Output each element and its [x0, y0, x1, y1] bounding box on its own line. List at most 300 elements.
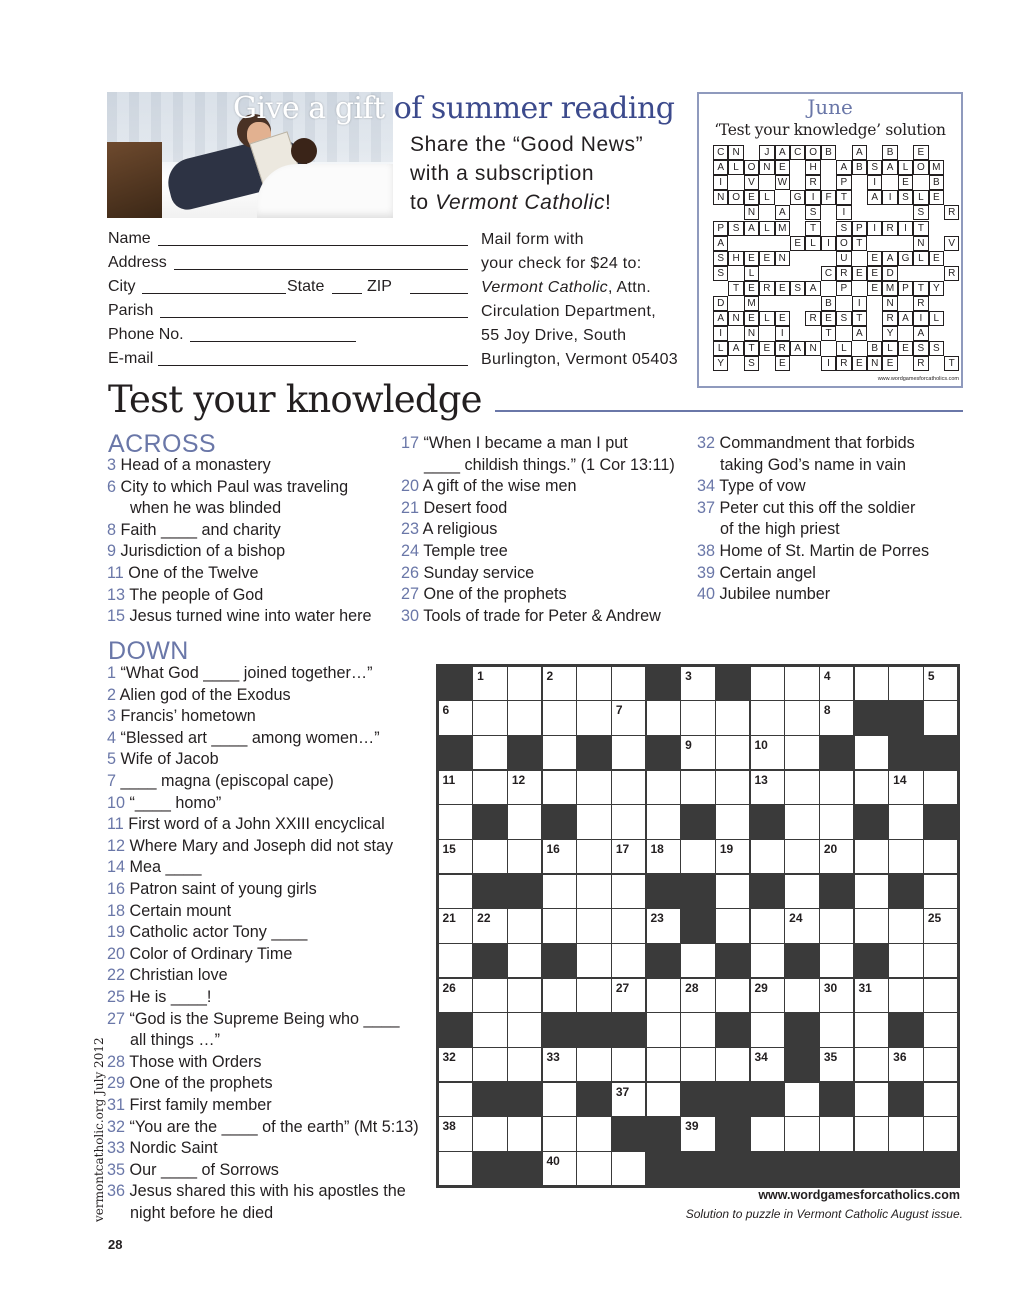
grid-cell[interactable] — [543, 909, 576, 942]
clue-item: 2 Alien god of the Exodus — [107, 685, 291, 704]
solution-cell — [836, 296, 851, 311]
grid-cell[interactable] — [785, 875, 818, 908]
solution-cell — [728, 175, 743, 190]
grid-cell[interactable] — [889, 944, 922, 977]
grid-cell[interactable] — [647, 771, 680, 804]
clue-item: 33 Nordic Saint — [107, 1139, 218, 1158]
solution-cell — [898, 296, 913, 311]
grid-cell[interactable] — [612, 944, 645, 977]
grid-cell[interactable] — [439, 875, 472, 908]
grid-cell[interactable] — [543, 701, 576, 734]
grid-cell[interactable] — [751, 840, 784, 873]
grid-cell[interactable] — [508, 840, 541, 873]
phone-label: Phone No. — [108, 326, 184, 343]
state-field[interactable] — [332, 293, 362, 294]
grid-cell[interactable] — [751, 1117, 784, 1150]
grid-cell[interactable] — [543, 667, 576, 700]
solution-cell: Y — [882, 326, 897, 341]
grid-cell[interactable] — [577, 979, 610, 1012]
grid-cell[interactable] — [681, 667, 714, 700]
address-field[interactable] — [174, 269, 468, 270]
grid-cell[interactable] — [716, 1048, 749, 1081]
solution-cell: G — [790, 190, 805, 205]
grid-cell[interactable] — [439, 805, 472, 838]
grid-cell[interactable] — [716, 771, 749, 804]
solution-cell: R — [882, 221, 897, 236]
solution-cell: N — [713, 190, 728, 205]
grid-cell[interactable] — [612, 840, 645, 873]
grid-cell[interactable] — [751, 944, 784, 977]
grid-cell[interactable] — [716, 909, 749, 942]
grid-cell[interactable] — [889, 979, 922, 1012]
grid-cell[interactable] — [612, 1048, 645, 1081]
grid-cell[interactable] — [855, 979, 888, 1012]
grid-cell[interactable] — [647, 840, 680, 873]
grid-cell[interactable] — [889, 1117, 922, 1150]
solution-cell: R — [805, 175, 820, 190]
grid-cell[interactable] — [855, 1083, 888, 1116]
solution-cell: I — [713, 326, 728, 341]
grid-cell[interactable] — [543, 1083, 576, 1116]
grid-cell[interactable] — [439, 771, 472, 804]
solution-cell: B — [867, 341, 882, 356]
clue-number: 13 — [754, 772, 768, 787]
grid-cell[interactable] — [577, 875, 610, 908]
clue-number: 24 — [789, 911, 803, 926]
grid-cell[interactable] — [716, 875, 749, 908]
grid-cell[interactable] — [820, 701, 853, 734]
mail-line: Burlington, Vermont 05403 — [481, 351, 678, 368]
grid-cell[interactable] — [820, 979, 853, 1012]
grid-cell[interactable] — [820, 1048, 853, 1081]
grid-cell[interactable] — [751, 736, 784, 769]
grid-cell[interactable] — [889, 771, 922, 804]
solution-cell: R — [836, 356, 851, 371]
grid-cell[interactable] — [508, 805, 541, 838]
grid-cell[interactable] — [543, 840, 576, 873]
grid-cell[interactable] — [543, 1048, 576, 1081]
solution-cell: S — [744, 356, 759, 371]
clue-item: 15 Jesus turned wine into water here — [107, 607, 372, 626]
solution-cell: R — [775, 341, 790, 356]
clue-item: 3 Head of a monastery — [107, 456, 271, 474]
grid-cell[interactable] — [820, 909, 853, 942]
form-city-row[interactable] — [108, 276, 470, 298]
solution-cell: A — [775, 145, 790, 160]
grid-cell[interactable] — [508, 1048, 541, 1081]
email-label: E-mail — [108, 350, 154, 367]
grid-cell[interactable] — [681, 736, 714, 769]
form-email-row[interactable] — [108, 348, 470, 370]
solution-cell: A — [913, 326, 928, 341]
solution-cell — [790, 221, 805, 236]
solution-cell: E — [759, 251, 774, 266]
form-parish-row[interactable] — [108, 300, 470, 322]
grid-cell[interactable] — [820, 1117, 853, 1150]
clue-number: 22 — [477, 911, 491, 926]
grid-cell[interactable] — [473, 909, 506, 942]
promo-body — [410, 130, 696, 217]
clue-number: 16 — [546, 841, 560, 856]
solution-cell — [821, 341, 836, 356]
solution-cell: R — [836, 266, 851, 281]
clue-item: 32 “You are the ____ of the earth” (Mt 5:13) — [107, 1117, 419, 1136]
grid-cell[interactable] — [924, 875, 957, 908]
grid-cell[interactable] — [785, 701, 818, 734]
grid-cell[interactable] — [543, 979, 576, 1012]
grid-cell[interactable] — [508, 667, 541, 700]
grid-cell[interactable] — [508, 701, 541, 734]
grid-cell[interactable] — [924, 1117, 957, 1150]
solution-cell — [790, 160, 805, 175]
form-address-row[interactable] — [108, 252, 470, 274]
grid-cell[interactable] — [820, 1013, 853, 1046]
clue-number: 38 — [442, 1119, 456, 1134]
grid-cell[interactable] — [612, 667, 645, 700]
solution-cell: C — [713, 145, 728, 160]
clue-number: 33 — [546, 1049, 560, 1064]
solution-cell — [821, 251, 836, 266]
grid-cell[interactable] — [681, 1048, 714, 1081]
solution-cell: T — [944, 356, 959, 371]
solution-cell: E — [929, 190, 944, 205]
solution-cell: J — [759, 145, 774, 160]
grid-cell[interactable] — [855, 875, 888, 908]
clue-item: 20 A gift of the wise men — [401, 477, 577, 496]
grid-cell[interactable] — [751, 771, 784, 804]
grid-cell[interactable] — [820, 805, 853, 838]
solution-cell — [867, 205, 882, 220]
grid-cell[interactable] — [508, 909, 541, 942]
clue-number: 15 — [442, 841, 456, 856]
solution-cell — [929, 236, 944, 251]
solution-cell: E — [744, 311, 759, 326]
solution-cell: O — [744, 160, 759, 175]
clue-number: 31 — [858, 980, 872, 995]
grid-cell[interactable] — [612, 1083, 645, 1116]
grid-cell[interactable] — [855, 840, 888, 873]
grid-cell[interactable] — [889, 805, 922, 838]
solution-cell: O — [805, 145, 820, 160]
grid-cell[interactable] — [647, 1083, 680, 1116]
clue-item: 12 Where Mary and Joseph did not stay — [107, 836, 394, 855]
grid-cell[interactable] — [785, 736, 818, 769]
grid-cell[interactable] — [785, 840, 818, 873]
grid-cell[interactable] — [785, 979, 818, 1012]
solution-cell: S — [913, 341, 928, 356]
clue-number: 3 — [685, 668, 692, 683]
solution-cell — [898, 266, 913, 281]
grid-cell[interactable] — [785, 909, 818, 942]
solution-cell — [929, 356, 944, 371]
solution-cell: A — [882, 160, 897, 175]
grid-cell[interactable] — [473, 1048, 506, 1081]
clue-item: 22 Christian love — [107, 966, 228, 985]
grid-cell[interactable] — [924, 909, 957, 942]
solution-month: June — [807, 95, 853, 119]
solution-cell — [913, 175, 928, 190]
solution-cell: S — [713, 251, 728, 266]
grid-cell[interactable] — [612, 909, 645, 942]
grid-cell[interactable] — [612, 736, 645, 769]
solution-cell: L — [882, 341, 897, 356]
solution-cell: N — [913, 236, 928, 251]
grid-cell[interactable] — [543, 1117, 576, 1150]
grid-cell[interactable] — [681, 944, 714, 977]
grid-cell[interactable] — [647, 1048, 680, 1081]
grid-cell[interactable] — [612, 1152, 645, 1185]
solution-cell: L — [713, 341, 728, 356]
solution-cell — [821, 175, 836, 190]
grid-cell[interactable] — [924, 701, 957, 734]
grid-cell[interactable] — [785, 1117, 818, 1150]
grid-cell[interactable] — [543, 736, 576, 769]
grid-cell[interactable] — [855, 1013, 888, 1046]
grid-cell[interactable] — [855, 1048, 888, 1081]
solution-cell: L — [759, 221, 774, 236]
clue-item: 10 “____ homo” — [107, 793, 222, 812]
grid-cell[interactable] — [577, 1152, 610, 1185]
grid-cell[interactable] — [439, 840, 472, 873]
solution-cell — [867, 326, 882, 341]
grid-cell[interactable] — [751, 979, 784, 1012]
grid-cell[interactable] — [924, 944, 957, 977]
grid-cell[interactable] — [820, 667, 853, 700]
name-label: Name — [108, 230, 151, 247]
grid-cell[interactable] — [473, 1117, 506, 1150]
clue-item: 35 Our ____ of Sorrows — [107, 1160, 279, 1179]
clue-number: 8 — [823, 703, 831, 718]
grid-cell[interactable] — [577, 944, 610, 977]
grid-cell[interactable] — [751, 1013, 784, 1046]
grid-cell[interactable] — [577, 1048, 610, 1081]
grid-cell[interactable] — [473, 840, 506, 873]
grid-cell[interactable] — [439, 909, 472, 942]
grid-cell[interactable] — [439, 1083, 472, 1116]
solution-cell — [913, 266, 928, 281]
grid-cell[interactable] — [820, 771, 853, 804]
grid-cell[interactable] — [647, 909, 680, 942]
clue-item: 21 Desert food — [401, 498, 508, 517]
grid-cell[interactable] — [855, 667, 888, 700]
solution-cell — [852, 251, 867, 266]
solution-cell — [790, 205, 805, 220]
grid-cell[interactable] — [716, 979, 749, 1012]
solution-cell — [852, 281, 867, 296]
grid-cell[interactable] — [889, 1048, 922, 1081]
grid-cell[interactable] — [612, 875, 645, 908]
grid-cell[interactable] — [855, 771, 888, 804]
solution-cell: S — [790, 281, 805, 296]
grid-cell[interactable] — [751, 667, 784, 700]
grid-cell[interactable] — [473, 736, 506, 769]
grid-cell[interactable] — [924, 1013, 957, 1046]
grid-cell[interactable] — [716, 840, 749, 873]
grid-cell[interactable] — [612, 805, 645, 838]
grid-cell[interactable] — [681, 701, 714, 734]
grid-cell[interactable] — [647, 1013, 680, 1046]
name-field[interactable] — [158, 245, 468, 246]
grid-cell[interactable] — [924, 979, 957, 1012]
grid-cell[interactable] — [924, 667, 957, 700]
grid-cell[interactable] — [508, 771, 541, 804]
grid-cell[interactable] — [889, 667, 922, 700]
grid-cell[interactable] — [924, 771, 957, 804]
zip-label: ZIP — [367, 278, 392, 295]
grid-cell[interactable] — [889, 909, 922, 942]
clue-number: 10 — [754, 737, 768, 752]
solution-cell: I — [867, 175, 882, 190]
clue-number: 28 — [685, 980, 699, 995]
grid-cell[interactable] — [508, 1117, 541, 1150]
grid-cell[interactable] — [473, 701, 506, 734]
grid-cell[interactable] — [820, 944, 853, 977]
solution-cell: E — [821, 311, 836, 326]
city-label: City — [108, 278, 136, 295]
solution-cell: E — [775, 311, 790, 326]
clue-number: 37 — [615, 1084, 630, 1099]
solution-cell: R — [913, 296, 928, 311]
solution-cell: A — [744, 221, 759, 236]
clue-item: 27 “God is the Supreme Being who ____ all things …” — [107, 1009, 400, 1050]
crossword-grid[interactable] — [436, 664, 960, 1188]
solution-cell: N — [728, 145, 743, 160]
grid-cell[interactable] — [577, 667, 610, 700]
clue-number: 9 — [685, 737, 692, 752]
solution-cell: D — [713, 296, 728, 311]
grid-cell[interactable] — [681, 979, 714, 1012]
parish-field[interactable] — [160, 317, 468, 318]
grid-cell[interactable] — [647, 805, 680, 838]
solution-cell — [929, 205, 944, 220]
grid-cell[interactable] — [612, 701, 645, 734]
grid-cell[interactable] — [889, 840, 922, 873]
grid-cell[interactable] — [855, 909, 888, 942]
grid-cell[interactable] — [751, 1048, 784, 1081]
grid-cell[interactable] — [647, 701, 680, 734]
clue-item: 7 ____ magna (episcopal cape) — [107, 772, 334, 790]
grid-cell[interactable] — [612, 979, 645, 1012]
grid-cell[interactable] — [439, 1048, 472, 1081]
grid-cell[interactable] — [751, 909, 784, 942]
solution-cell: E — [775, 281, 790, 296]
grid-cell[interactable] — [924, 1083, 957, 1116]
solution-cell: A — [852, 145, 867, 160]
grid-cell[interactable] — [473, 1013, 506, 1046]
clue-number: 18 — [650, 841, 664, 856]
solution-cell — [929, 266, 944, 281]
grid-cell[interactable] — [681, 840, 714, 873]
clue-item: 20 Color of Ordinary Time — [107, 944, 293, 963]
grid-cell[interactable] — [751, 701, 784, 734]
grid-cell[interactable] — [577, 701, 610, 734]
grid-cell[interactable] — [785, 771, 818, 804]
solution-cell: N — [805, 341, 820, 356]
grid-cell[interactable] — [508, 979, 541, 1012]
grid-cell[interactable] — [473, 979, 506, 1012]
grid-cell[interactable] — [439, 701, 472, 734]
grid-cell[interactable] — [577, 771, 610, 804]
grid-cell[interactable] — [924, 840, 957, 873]
grid-cell[interactable] — [577, 909, 610, 942]
grid-cell[interactable] — [543, 875, 576, 908]
clue-item: 1 “What God ____ joined together…” — [107, 664, 373, 682]
solution-cell: A — [898, 311, 913, 326]
clue-item: 6 City to which Paul was traveling when he was blinded — [107, 477, 349, 518]
clue-number: 27 — [615, 980, 630, 995]
grid-cell[interactable] — [716, 736, 749, 769]
grid-cell[interactable] — [543, 771, 576, 804]
solution-cell: E — [759, 341, 774, 356]
grid-cell[interactable] — [681, 1013, 714, 1046]
city-field[interactable] — [142, 293, 286, 294]
grid-cell[interactable] — [785, 1083, 818, 1116]
grid-cell[interactable] — [508, 944, 541, 977]
grid-cell[interactable] — [855, 736, 888, 769]
grid-cell[interactable] — [681, 771, 714, 804]
grid-cell[interactable] — [647, 979, 680, 1012]
solution-cell: H — [805, 160, 820, 175]
grid-cell[interactable] — [820, 840, 853, 873]
clue-item: 9 Jurisdiction of a bishop — [107, 542, 286, 561]
grid-cell[interactable] — [785, 805, 818, 838]
grid-cell[interactable] — [924, 1048, 957, 1081]
solution-cell: O — [836, 236, 851, 251]
grid-cell[interactable] — [577, 840, 610, 873]
grid-cell[interactable] — [508, 1013, 541, 1046]
solution-cell — [852, 175, 867, 190]
phone-field[interactable] — [190, 341, 356, 342]
grid-cell[interactable] — [473, 771, 506, 804]
grid-cell[interactable] — [855, 1117, 888, 1150]
grid-cell[interactable] — [439, 1152, 472, 1185]
grid-cell[interactable] — [716, 805, 749, 838]
heading-rule — [495, 410, 963, 412]
form-phone-row[interactable] — [108, 324, 470, 346]
solution-cell: T — [821, 326, 836, 341]
solution-cell: E — [867, 281, 882, 296]
email-field[interactable] — [158, 365, 468, 366]
clue-item: 29 One of the prophets — [107, 1074, 273, 1093]
form-name-row[interactable] — [108, 228, 470, 250]
clue-item: 31 First family member — [107, 1096, 272, 1114]
solution-cell — [728, 266, 743, 281]
clue-item: 11 One of the Twelve — [107, 564, 259, 582]
mail-line: Vermont Catholic, Attn. — [481, 279, 651, 296]
grid-cell[interactable] — [577, 805, 610, 838]
grid-cell[interactable] — [439, 944, 472, 977]
solution-cell: A — [775, 205, 790, 220]
clue-number: 36 — [893, 1049, 907, 1064]
solution-cell: V — [744, 175, 759, 190]
solution-cell: L — [744, 266, 759, 281]
grid-cell[interactable] — [543, 1152, 576, 1185]
grid-cell[interactable] — [577, 1117, 610, 1150]
grid-cell[interactable] — [439, 979, 472, 1012]
grid-cell[interactable] — [473, 667, 506, 700]
grid-cell[interactable] — [612, 771, 645, 804]
solution-cell — [805, 296, 820, 311]
grid-cell[interactable] — [681, 1117, 714, 1150]
grid-cell[interactable] — [439, 1117, 472, 1150]
solution-cell — [759, 236, 774, 251]
solution-cell: I — [898, 221, 913, 236]
grid-cell[interactable] — [785, 667, 818, 700]
zip-field[interactable] — [410, 293, 468, 294]
grid-cell[interactable] — [716, 701, 749, 734]
solution-cell: L — [836, 341, 851, 356]
solution-cell: L — [913, 251, 928, 266]
